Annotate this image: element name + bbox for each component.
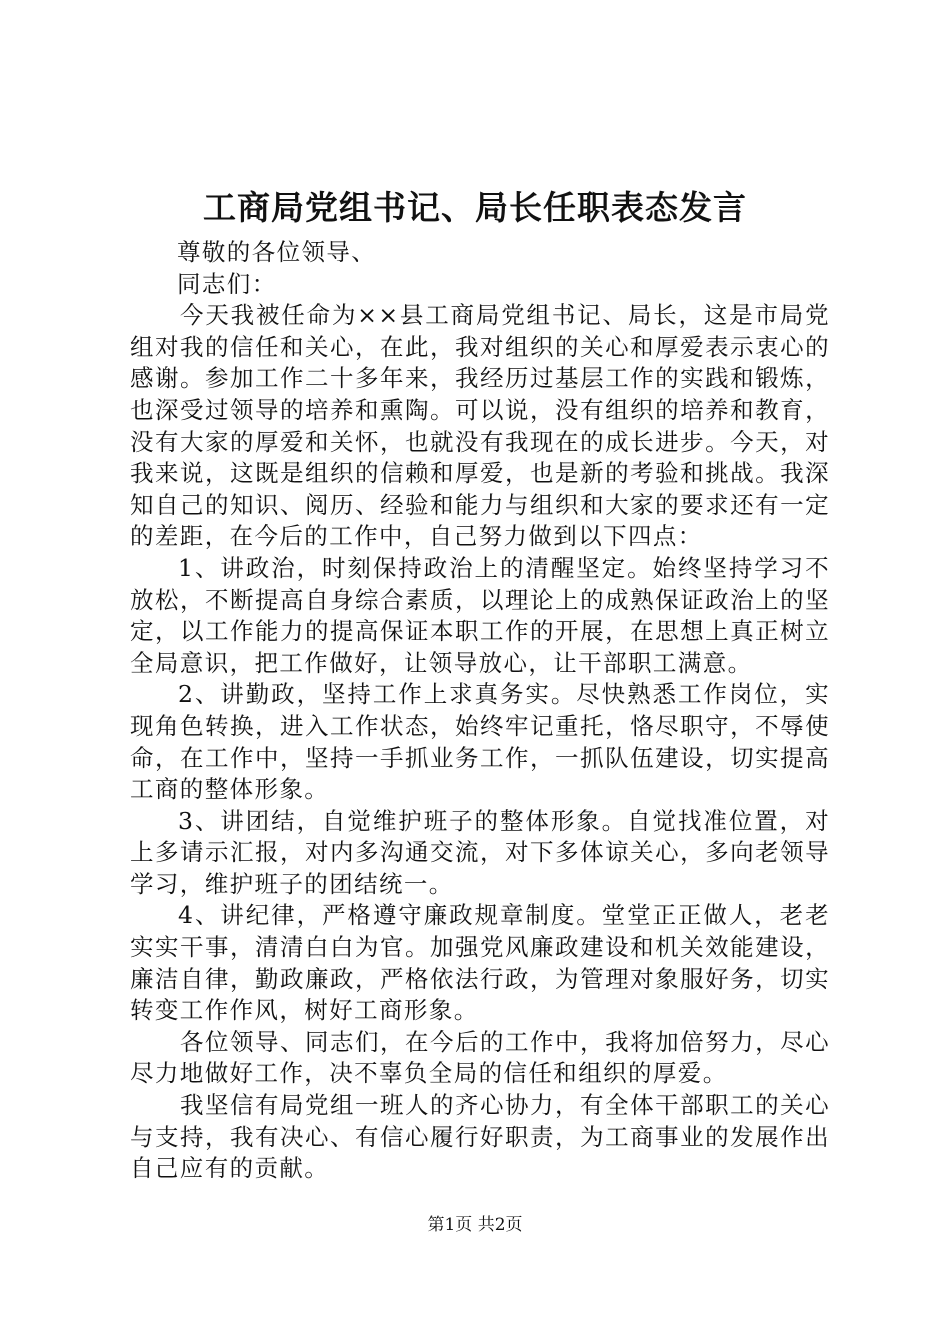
paragraph-point-4: 4、讲纪律，严格遵守廉政规章制度。堂堂正正做人，老老实实干事，清清白白为官。加强党风廉政建设和机关效能建设，廉洁自律，勤政廉政，严格依法行政，为管理对象服好务，切实转变工作作风，树好工商形象。: [130, 901, 830, 1025]
paragraph-point-2: 2、讲勤政，坚持工作上求真务实。尽快熟悉工作岗位，实现角色转换，进入工作状态，始终牢记重托，恪尽职守，不辱使命，在工作中，坚持一手抓业务工作，一抓队伍建设，切实提高工商的整体形象。: [130, 680, 830, 804]
paragraph-point-3: 3、讲团结，自觉维护班子的整体形象。自觉找准位置，对上多请示汇报，对内多沟通交流，对下多体谅关心，多向老领导学习，维护班子的团结统一。: [130, 806, 830, 898]
salutation-line-2: 同志们：: [177, 269, 277, 298]
document-title: 工商局党组书记、局长任职表态发言: [203, 188, 747, 227]
paragraph-closing-2: 我坚信有局党组一班人的齐心协力，有全体干部职工的关心与支持，我有决心、有信心履行好职责，为工商事业的发展作出自己应有的贡献。: [130, 1091, 830, 1183]
document-body: [130, 237, 830, 1185]
paragraph-closing-1: 各位领导、同志们，在今后的工作中，我将加倍努力，尽心尽力地做好工作，决不辜负全局的信任和组织的厚爱。: [130, 1027, 830, 1088]
salutation-line-1: 尊敬的各位领导、: [177, 238, 377, 266]
paragraph-point-1: 1、讲政治，时刻保持政治上的清醒坚定。始终坚持学习不放松，不断提高自身综合素质，以理论上的成熟保证政治上的坚定，以工作能力的提高保证本职工作的开展，在思想上真正树立全局意识，把工作做好，让领导放心，让干部职工满意。: [130, 553, 830, 677]
paragraph-intro: 今天我被任命为××县工商局党组书记、局长，这是市局党组对我的信任和关心，在此，我对组织的关心和厚爱表示衷心的感谢。参加工作二十多年来，我经历过基层工作的实践和锻炼，也深受过领导的培养和熏陶。可以说，没有组织的培养和教育，没有大家的厚爱和关怀，也就没有我现在的成长进步。今天，对我来说，这既是组织的信赖和厚爱，也是新的考验和挑战。我深知自己的知识、阅历、经验和能力与组织和大家的要求还有一定的差距，在今后的工作中，自己努力做到以下四点：: [130, 301, 830, 551]
page-number-footer: 第1页 共2页: [427, 1215, 523, 1235]
